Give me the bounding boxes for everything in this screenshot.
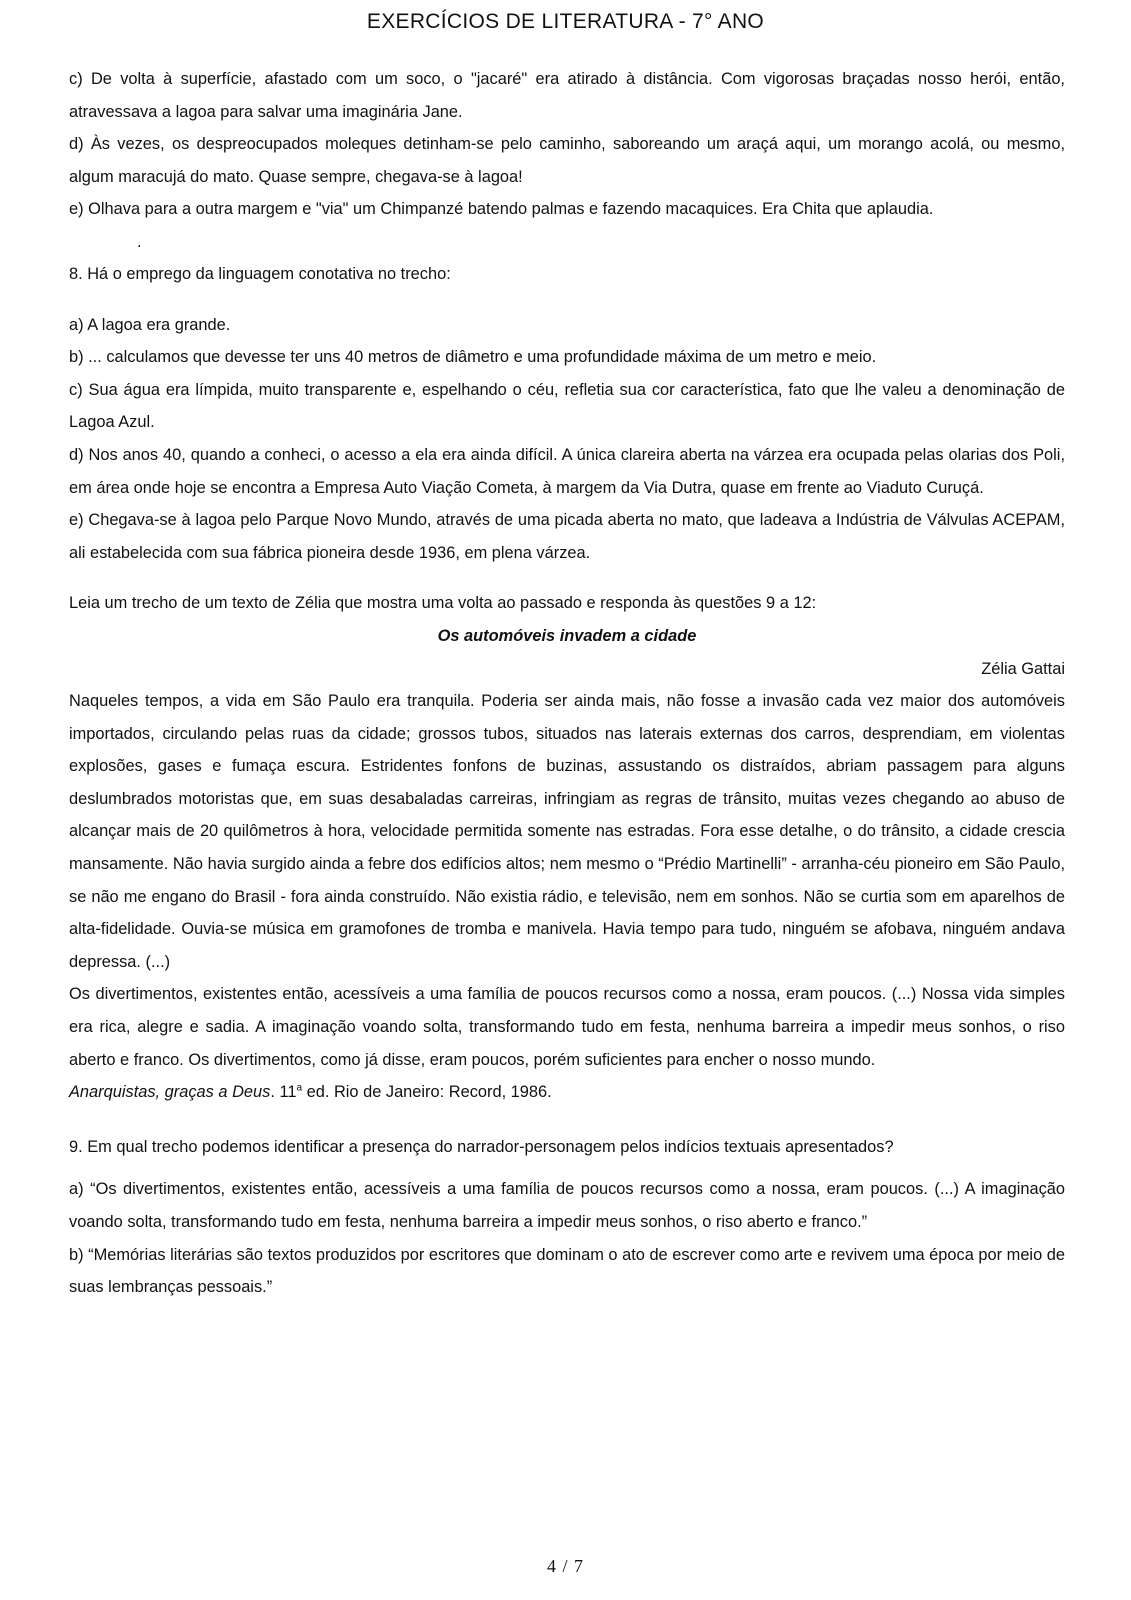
q7-option-e: e) Olhava para a outra margem e "via" um Chimpanzé batendo palmas e fazendo macaquices. Era Chita que aplaudia. xyxy=(69,200,934,219)
q8-option-c: c) Sua água era límpida, muito transparente e, espelhando o céu, refletia sua cor característica, fato que lhe valeu a denominação de Lagoa Azul. xyxy=(69,380,1065,432)
q8-option-e: e) Chegava-se à lagoa pelo Parque Novo Mundo, através de uma picada aberta no mato, que ladeava a Indústria de Válvulas ACEPAM, ali estabelecida com sua fábrica pioneira desde 1936, em plena várzea. xyxy=(69,511,1065,562)
q8-question: 8. Há o emprego da linguagem conotativa no trecho: xyxy=(69,264,451,283)
stray-dot: . xyxy=(137,232,142,251)
story-author: Zélia Gattai xyxy=(981,659,1065,678)
source-edition: . 11 xyxy=(270,1083,297,1102)
reading-intro: Leia um trecho de um texto de Zélia que mostra uma volta ao passado e responda às questões 9 a 12: xyxy=(69,594,817,613)
q9-question: 9. Em qual trecho podemos identificar a presença do narrador-personagem pelos indícios textuais apresentados? xyxy=(69,1137,894,1156)
q7-option-c: c) De volta à superfície, afastado com um soco, o "jacaré" era atirado à distância. Com vigorosas braçadas nosso herói, então, atravessava a lagoa para salvar uma imaginária Jane. xyxy=(69,70,1065,121)
q8-option-d: d) Nos anos 40, quando a conheci, o acesso a ela era ainda difícil. A única clareira aberta na várzea era ocupada pelas olarias dos Poli, em área onde hoje se encontra a Empresa Auto Viação Cometa, à margem da Via Dutra, quase em frente ao Viaduto Curuçá. xyxy=(69,445,1065,497)
q7-option-d: d) Às vezes, os despreocupados moleques detinham-se pelo caminho, saboreando um araçá aqui, um morango acolá, ou mesmo, algum maracujá do mato. Quase sempre, chegava-se à lagoa! xyxy=(69,135,1065,186)
q8-option-a: a) A lagoa era grande. xyxy=(69,315,231,334)
page-title: EXERCÍCIOS DE LITERATURA - 7° ANO xyxy=(366,10,765,33)
source-edition-sup: a xyxy=(296,1082,303,1094)
story-paragraph-1: Naqueles tempos, a vida em São Paulo era tranquila. Poderia ser ainda mais, não fosse a invasão cada vez maior dos automóveis importados, circulando pelas ruas da cidade; grossos tubos, situados nas laterais externas dos carros, desprendiam, em violentas explosões, gases e fumaça escura. Estridentes fonfons de buzinas, assustando os distraídos, abriam passagem para alguns deslumbrados motoristas que, em suas desabaladas carreiras, infringiam as regras de trânsito, muitas vezes chegando ao abuso de alcançar mais de 20 quilômetros à hora, velocidade permitida somente nas estradas. Fora esse detalhe, o do trânsito, a cidade crescia mansamente. Não havia surgido ainda a febre dos edifícios altos; nem mesmo o “Prédio Martinelli” - arranha-céu pioneiro em São Paulo, se não me engano do Brasil - fora ainda construído. Não existia rádio, e televisão, nem em sonhos. Não se curtia som em aparelhos de alta-fidelidade. Ouvia-se música em gramofones de tromba e manivela. Havia tempo para tudo, ninguém se afobava, ninguém andava depressa. (...) xyxy=(69,692,1065,971)
q8-option-b: b) ... calculamos que devesse ter uns 40 metros de diâmetro e uma profundidade máxima de um metro e meio. xyxy=(69,348,877,367)
page-number: 4 / 7 xyxy=(546,1556,584,1576)
source-book-title: Anarquistas, graças a Deus xyxy=(69,1083,271,1102)
story-paragraph-2: Os divertimentos, existentes então, acessíveis a uma família de poucos recursos como a nossa, eram poucos. (...) Nossa vida simples era rica, alegre e sadia. A imaginação voando solta, transformando tudo em festa, nenhuma barreira a impedir meus sonhos, o riso aberto e franco. Os divertimentos, como já disse, eram poucos, porém suficientes para encher o nosso mundo. xyxy=(69,985,1065,1069)
q9-option-a: a) “Os divertimentos, existentes então, acessíveis a uma família de poucos recursos como a nossa, eram poucos. (...) A imaginação voando solta, transformando tudo em festa, nenhuma barreira a impedir meus sonhos, o riso aberto e franco.” xyxy=(69,1180,1065,1231)
source-publisher: ed. Rio de Janeiro: Record, 1986. xyxy=(302,1083,552,1102)
document-body xyxy=(69,63,1065,1304)
q9-option-b: b) “Memórias literárias são textos produzidos por escritores que dominam o ato de escrever como arte e revivem uma época por meio de suas lembranças pessoais.” xyxy=(69,1245,1065,1297)
story-source xyxy=(69,1076,1065,1109)
story-title: Os automóveis invadem a cidade xyxy=(437,626,697,645)
